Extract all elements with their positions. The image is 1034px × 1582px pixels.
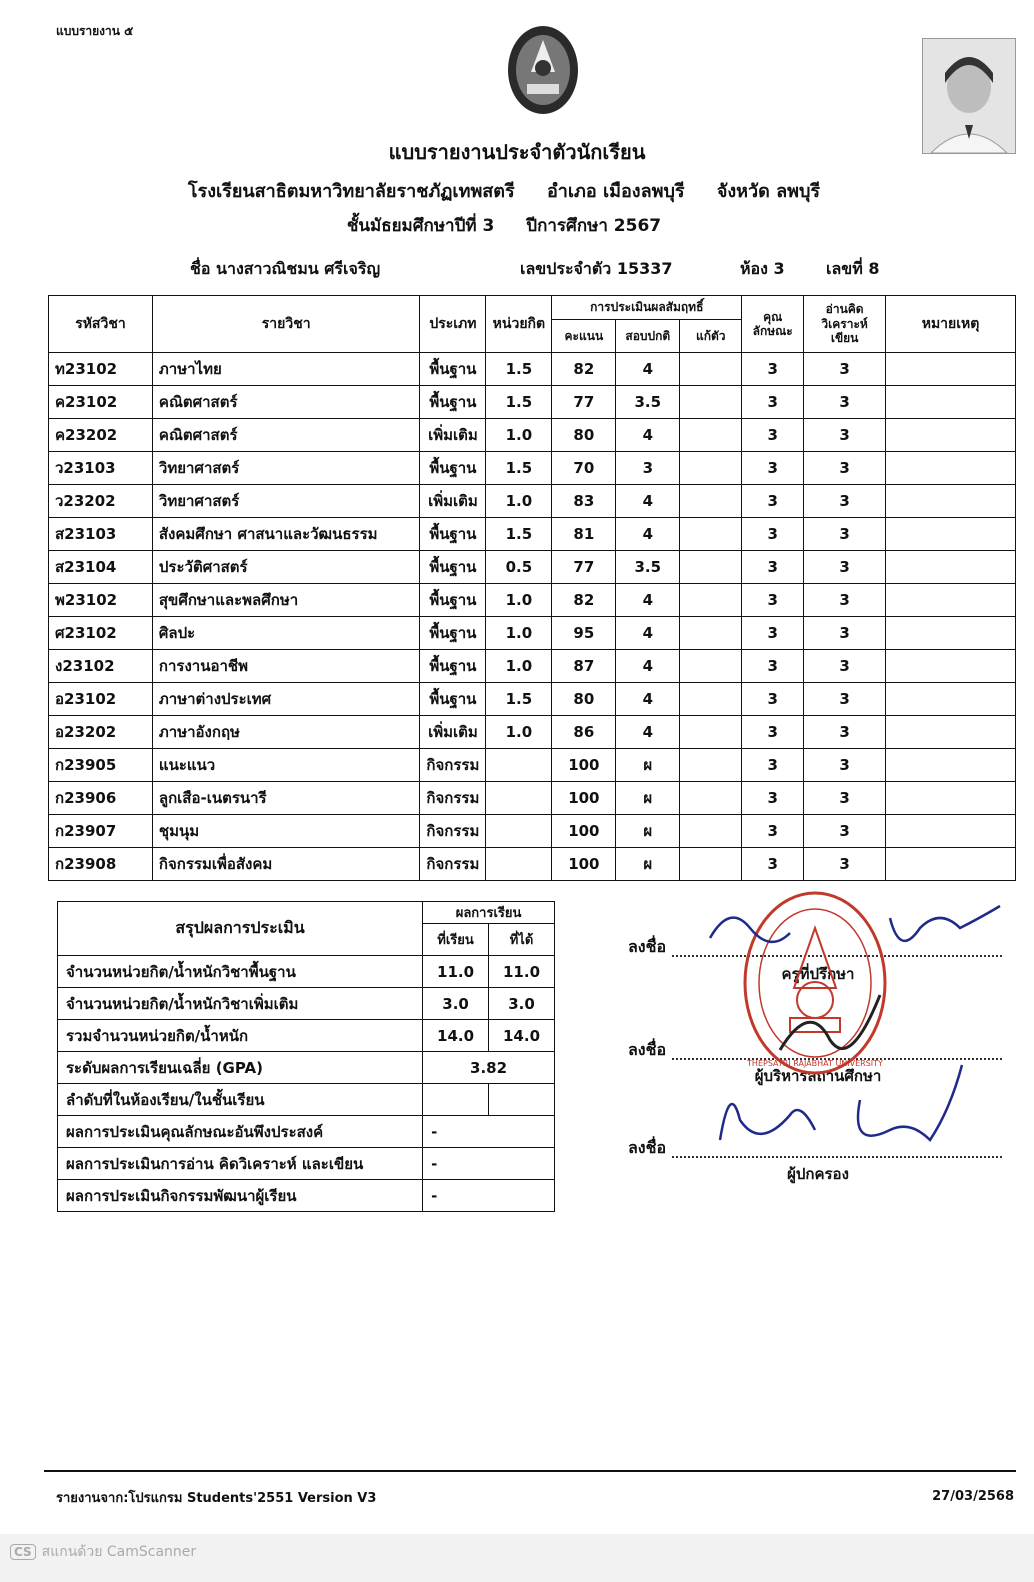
subject-remark <box>886 782 1016 815</box>
subject-code: ส23104 <box>49 551 153 584</box>
subject-remark <box>886 419 1016 452</box>
subject-remark <box>886 617 1016 650</box>
subject-grade: 4 <box>616 518 680 551</box>
subject-retake <box>680 353 742 386</box>
subject-code: ง23102 <box>49 650 153 683</box>
table-row <box>49 617 1016 650</box>
summary-studied-header: ที่เรียน <box>423 924 489 956</box>
subject-reading: 3 <box>804 386 886 419</box>
subject-grade: 4 <box>616 716 680 749</box>
subject-type: เพิ่มเติม <box>420 716 486 749</box>
sign-label-parent: ลงชื่อ <box>628 1138 667 1157</box>
subject-remark <box>886 650 1016 683</box>
subject-grade: 4 <box>616 584 680 617</box>
subject-remark <box>886 749 1016 782</box>
subject-name: คณิตศาสตร์ <box>152 419 420 452</box>
subject-name: สังคมศึกษา ศาสนาและวัฒนธรรม <box>152 518 420 551</box>
subject-reading: 3 <box>804 551 886 584</box>
summary-value: 3.0 <box>423 988 489 1020</box>
table-row <box>49 386 1016 419</box>
parent-role: ผู้ปกครอง <box>787 1165 849 1183</box>
subject-character: 3 <box>742 551 804 584</box>
header-credits: หน่วยกิต <box>486 296 552 353</box>
subject-name: ศิลปะ <box>152 617 420 650</box>
subject-grade: ผ <box>616 749 680 782</box>
table-row <box>49 749 1016 782</box>
summary-label: จำนวนหน่วยกิต/น้ำหนักวิชาเพิ่มเติม <box>58 988 423 1020</box>
subject-type: พื้นฐาน <box>420 650 486 683</box>
subject-credits <box>486 848 552 881</box>
student-number: เลขที่ 8 <box>826 259 880 278</box>
subject-credits: 1.0 <box>486 617 552 650</box>
subject-grade: 4 <box>616 485 680 518</box>
subject-score: 80 <box>552 419 616 452</box>
grade-level: ชั้นมัธยมศึกษาปีที่ 3 <box>346 216 495 236</box>
table-row <box>49 419 1016 452</box>
summary-label: ระดับผลการเรียนเฉลี่ย (GPA) <box>58 1052 423 1084</box>
subject-remark <box>886 815 1016 848</box>
subject-grade: 3 <box>616 452 680 485</box>
subject-character: 3 <box>742 716 804 749</box>
subject-grade: ผ <box>616 815 680 848</box>
subject-credits: 1.5 <box>486 353 552 386</box>
subject-code: ค23102 <box>49 386 153 419</box>
subject-reading: 3 <box>804 518 886 551</box>
subject-type: กิจกรรม <box>420 782 486 815</box>
subject-retake <box>680 584 742 617</box>
header-remark: หมายเหตุ <box>886 296 1016 353</box>
subject-credits: 0.5 <box>486 551 552 584</box>
summary-earned-header: ที่ได้ <box>489 924 555 956</box>
subject-credits <box>486 815 552 848</box>
subject-code: อ23102 <box>49 683 153 716</box>
camscanner-icon: CS <box>10 1544 36 1560</box>
subject-character: 3 <box>742 617 804 650</box>
subject-score: 100 <box>552 749 616 782</box>
subject-character: 3 <box>742 848 804 881</box>
subject-code: ก23908 <box>49 848 153 881</box>
subject-retake <box>680 551 742 584</box>
subject-score: 80 <box>552 683 616 716</box>
subject-reading: 3 <box>804 485 886 518</box>
school-line <box>0 176 1034 205</box>
subject-type: พื้นฐาน <box>420 518 486 551</box>
school-name: โรงเรียนสาธิตมหาวิทยาลัยราชภัฏเทพสตรี <box>187 181 515 202</box>
subject-character: 3 <box>742 683 804 716</box>
summary-title: สรุปผลการประเมิน <box>58 902 423 956</box>
subject-grade: ผ <box>616 848 680 881</box>
header-assessment: การประเมินผลสัมฤทธิ์ <box>552 296 742 320</box>
subject-name: ภาษาอังกฤษ <box>152 716 420 749</box>
subject-reading: 3 <box>804 452 886 485</box>
subject-name: ภาษาต่างประเทศ <box>152 683 420 716</box>
subject-type: พื้นฐาน <box>420 551 486 584</box>
rank-class <box>489 1084 555 1116</box>
subject-credits: 1.5 <box>486 518 552 551</box>
summary-value: 14.0 <box>423 1020 489 1052</box>
province: จังหวัด ลพบุรี <box>716 181 821 202</box>
summary-value: 11.0 <box>489 956 555 988</box>
table-row <box>49 584 1016 617</box>
subject-name: วิทยาศาสตร์ <box>152 452 420 485</box>
director-role: ผู้บริหารสถานศึกษา <box>754 1067 882 1085</box>
subject-type: กิจกรรม <box>420 749 486 782</box>
subject-name: คณิตศาสตร์ <box>152 386 420 419</box>
subject-character: 3 <box>742 782 804 815</box>
subject-grade: 3.5 <box>616 386 680 419</box>
header-character-line1: คุณ <box>763 309 783 324</box>
table-row <box>49 716 1016 749</box>
summary-value: - <box>423 1116 555 1148</box>
subject-retake <box>680 485 742 518</box>
subject-reading: 3 <box>804 848 886 881</box>
subject-remark <box>886 584 1016 617</box>
advisor-role: ครูที่ปรึกษา <box>781 965 855 983</box>
subject-code: ท23102 <box>49 353 153 386</box>
table-row <box>49 683 1016 716</box>
subject-code: อ23202 <box>49 716 153 749</box>
subject-reading: 3 <box>804 749 886 782</box>
summary-value: - <box>423 1148 555 1180</box>
subject-score: 100 <box>552 815 616 848</box>
summary-label: จำนวนหน่วยกิต/น้ำหนักวิชาพื้นฐาน <box>58 956 423 988</box>
subject-type: พื้นฐาน <box>420 617 486 650</box>
subject-code: ส23103 <box>49 518 153 551</box>
subject-credits: 1.5 <box>486 452 552 485</box>
subject-character: 3 <box>742 485 804 518</box>
subject-reading: 3 <box>804 353 886 386</box>
subject-type: พื้นฐาน <box>420 452 486 485</box>
header-type: ประเภท <box>420 296 486 353</box>
subject-remark <box>886 386 1016 419</box>
subject-remark <box>886 518 1016 551</box>
subject-retake <box>680 452 742 485</box>
summary-row-rank <box>58 1084 555 1116</box>
subject-score: 77 <box>552 551 616 584</box>
footer-date: 27/03/2568 <box>932 1489 1014 1504</box>
subject-credits <box>486 749 552 782</box>
report-title: แบบรายงานประจำตัวนักเรียน <box>388 140 646 164</box>
sign-label-director: ลงชื่อ <box>628 1040 667 1059</box>
subject-retake <box>680 650 742 683</box>
subject-credits: 1.0 <box>486 716 552 749</box>
header-reading-line2: วิเคราะห์เขียน <box>821 316 868 346</box>
subject-character: 3 <box>742 815 804 848</box>
subject-name: ชุมนุม <box>152 815 420 848</box>
subject-score: 82 <box>552 584 616 617</box>
seal-text: THEPSATRI RAJABHAT UNIVERSITY <box>747 1059 883 1068</box>
subject-grade: 4 <box>616 683 680 716</box>
subject-credits: 1.0 <box>486 584 552 617</box>
table-row <box>49 782 1016 815</box>
subject-remark <box>886 452 1016 485</box>
student-name: ชื่อ นางสาวณิชมน ศรีเจริญ <box>190 259 381 278</box>
subject-score: 77 <box>552 386 616 419</box>
school-logo-icon <box>505 24 581 122</box>
summary-row-character <box>58 1116 555 1148</box>
summary-results-header: ผลการเรียน <box>423 902 555 924</box>
subject-credits: 1.0 <box>486 419 552 452</box>
table-row <box>49 485 1016 518</box>
summary-row-reading <box>58 1148 555 1180</box>
subject-name: กิจกรรมเพื่อสังคม <box>152 848 420 881</box>
subject-remark <box>886 353 1016 386</box>
subject-score: 86 <box>552 716 616 749</box>
header-score: คะแนน <box>552 320 616 353</box>
subject-reading: 3 <box>804 683 886 716</box>
subject-character: 3 <box>742 452 804 485</box>
subject-grade: ผ <box>616 782 680 815</box>
subject-type: เพิ่มเติม <box>420 419 486 452</box>
header-code: รหัสวิชา <box>49 296 153 353</box>
subject-type: กิจกรรม <box>420 815 486 848</box>
subject-credits: 1.5 <box>486 386 552 419</box>
summary-row-total <box>58 1020 555 1052</box>
summary-label: ผลการประเมินคุณลักษณะอันพึงประสงค์ <box>58 1116 423 1148</box>
subject-name: ภาษาไทย <box>152 353 420 386</box>
subject-name: การงานอาชีพ <box>152 650 420 683</box>
subject-retake <box>680 617 742 650</box>
subject-code: ก23906 <box>49 782 153 815</box>
subject-type: พื้นฐาน <box>420 683 486 716</box>
subject-grade: 4 <box>616 353 680 386</box>
subject-type: เพิ่มเติม <box>420 485 486 518</box>
subject-retake <box>680 782 742 815</box>
subject-grade: 4 <box>616 419 680 452</box>
table-row <box>49 452 1016 485</box>
academic-year: ปีการศึกษา 2567 <box>526 216 662 236</box>
subject-code: ก23907 <box>49 815 153 848</box>
sign-label-advisor: ลงชื่อ <box>628 937 667 956</box>
table-row <box>49 353 1016 386</box>
subject-grade: 4 <box>616 650 680 683</box>
table-row <box>49 551 1016 584</box>
subject-character: 3 <box>742 749 804 782</box>
subject-retake <box>680 419 742 452</box>
header-reading-line1: อ่านคิด <box>825 302 864 317</box>
subject-score: 100 <box>552 782 616 815</box>
summary-label: ผลการประเมินกิจกรรมพัฒนาผู้เรียน <box>58 1180 423 1212</box>
subject-character: 3 <box>742 419 804 452</box>
subject-score: 70 <box>552 452 616 485</box>
subject-remark <box>886 485 1016 518</box>
subject-code: ว23202 <box>49 485 153 518</box>
subject-name: สุขศึกษาและพลศึกษา <box>152 584 420 617</box>
summary-row-gpa <box>58 1052 555 1084</box>
subject-credits: 1.5 <box>486 683 552 716</box>
subject-reading: 3 <box>804 419 886 452</box>
subject-remark <box>886 551 1016 584</box>
subject-character: 3 <box>742 650 804 683</box>
subject-character: 3 <box>742 386 804 419</box>
grade-line <box>0 212 1034 239</box>
subject-score: 82 <box>552 353 616 386</box>
subject-credits: 1.0 <box>486 650 552 683</box>
subject-remark <box>886 683 1016 716</box>
subject-retake <box>680 518 742 551</box>
subject-code: ก23905 <box>49 749 153 782</box>
subject-remark <box>886 848 1016 881</box>
subject-name: ประวัติศาสตร์ <box>152 551 420 584</box>
subject-reading: 3 <box>804 716 886 749</box>
subject-type: พื้นฐาน <box>420 584 486 617</box>
subject-reading: 3 <box>804 815 886 848</box>
summary-row-activity <box>58 1180 555 1212</box>
subject-code: ค23202 <box>49 419 153 452</box>
subject-type: กิจกรรม <box>420 848 486 881</box>
subject-retake <box>680 716 742 749</box>
summary-label: ลำดับที่ในห้องเรียน/ในชั้นเรียน <box>58 1084 423 1116</box>
subject-retake <box>680 683 742 716</box>
scanner-watermark <box>10 1541 196 1563</box>
summary-row-basic <box>58 956 555 988</box>
rank-room <box>423 1084 489 1116</box>
student-room: ห้อง 3 <box>740 259 785 278</box>
summary-label: ผลการประเมินการอ่าน คิดวิเคราะห์ และเขียน <box>58 1148 423 1180</box>
subject-name: ลูกเสือ-เนตรนารี <box>152 782 420 815</box>
subject-retake <box>680 848 742 881</box>
header-subject: รายวิชา <box>152 296 420 353</box>
footer-source: รายงานจาก:โปรแกรม Students'2551 Version V3 <box>56 1491 377 1506</box>
header-retake: แก้ตัว <box>680 320 742 353</box>
subject-reading: 3 <box>804 617 886 650</box>
subject-retake <box>680 815 742 848</box>
header-normal-exam: สอบปกติ <box>616 320 680 353</box>
subject-retake <box>680 386 742 419</box>
subject-credits <box>486 782 552 815</box>
summary-table <box>57 901 555 1212</box>
summary-label: รวมจำนวนหน่วยกิต/น้ำหนัก <box>58 1020 423 1052</box>
form-code: แบบรายงาน ๕ <box>56 24 134 38</box>
subject-grade: 4 <box>616 617 680 650</box>
advisor-signature-icon <box>700 898 1010 968</box>
subject-name: วิทยาศาสตร์ <box>152 485 420 518</box>
student-id: เลขประจำตัว 15337 <box>520 259 673 278</box>
summary-value: - <box>423 1180 555 1212</box>
subject-code: ศ23102 <box>49 617 153 650</box>
district: อำเภอ เมืองลพบุรี <box>546 181 685 202</box>
gpa-value: 3.82 <box>423 1052 555 1084</box>
subject-type: พื้นฐาน <box>420 353 486 386</box>
subject-score: 87 <box>552 650 616 683</box>
subject-reading: 3 <box>804 584 886 617</box>
summary-row-additional <box>58 988 555 1020</box>
subject-score: 100 <box>552 848 616 881</box>
summary-value: 3.0 <box>489 988 555 1020</box>
table-row <box>49 518 1016 551</box>
subject-character: 3 <box>742 353 804 386</box>
subject-remark <box>886 716 1016 749</box>
header-reading <box>804 296 886 353</box>
header-character-line2: ลักษณะ <box>752 324 793 338</box>
subject-name: แนะแนว <box>152 749 420 782</box>
footer-divider <box>44 1470 1016 1472</box>
header-character <box>742 296 804 353</box>
table-row <box>49 848 1016 881</box>
subject-reading: 3 <box>804 782 886 815</box>
summary-value: 11.0 <box>423 956 489 988</box>
subject-score: 95 <box>552 617 616 650</box>
subject-retake <box>680 749 742 782</box>
subject-reading: 3 <box>804 650 886 683</box>
table-row <box>49 815 1016 848</box>
subject-type: พื้นฐาน <box>420 386 486 419</box>
subject-code: ว23103 <box>49 452 153 485</box>
scanner-text: สแกนด้วย CamScanner <box>41 1544 197 1560</box>
table-row <box>49 650 1016 683</box>
parent-signature-icon <box>700 1060 980 1160</box>
subject-score: 81 <box>552 518 616 551</box>
subject-code: พ23102 <box>49 584 153 617</box>
subject-credits: 1.0 <box>486 485 552 518</box>
summary-value: 14.0 <box>489 1020 555 1052</box>
grades-table <box>48 295 1016 881</box>
subject-score: 83 <box>552 485 616 518</box>
subject-character: 3 <box>742 518 804 551</box>
subject-character: 3 <box>742 584 804 617</box>
director-signature-icon <box>770 990 890 1070</box>
subject-grade: 3.5 <box>616 551 680 584</box>
